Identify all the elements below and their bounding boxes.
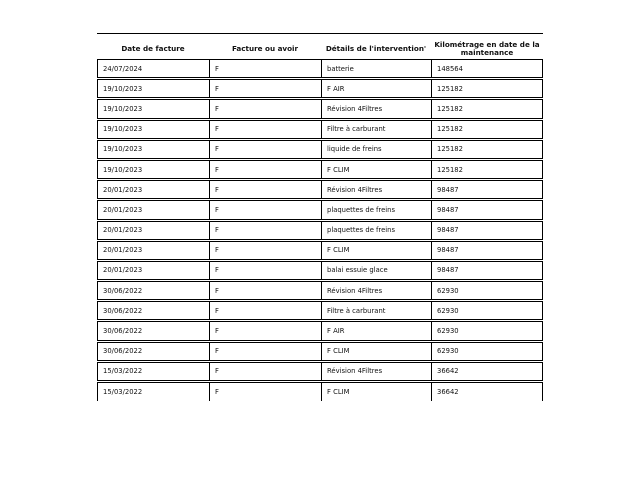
table-row [97,241,543,260]
cell-date: 20/01/2023 [97,262,209,279]
cell-mileage: 98487 [431,222,543,239]
table-row [97,342,543,361]
cell-type: F [209,363,321,380]
table-row [97,99,543,118]
cell-type: F [209,141,321,158]
cell-detail: balai essuie glace [321,262,431,279]
table-row [97,140,543,159]
cell-type: F [209,100,321,117]
table-row [97,362,543,381]
cell-detail: F AIR [321,322,431,339]
cell-type: F [209,242,321,259]
cell-type: F [209,282,321,299]
cell-detail: F CLIM [321,242,431,259]
cell-date: 15/03/2022 [97,363,209,380]
cell-mileage: 98487 [431,181,543,198]
table-row [97,59,543,78]
cell-mileage: 98487 [431,201,543,218]
cell-date: 20/01/2023 [97,242,209,259]
header-type: Facture ou avoir [231,44,299,53]
cell-detail: F CLIM [321,343,431,360]
cell-type: F [209,322,321,339]
cell-mileage: 62930 [431,322,543,339]
cell-mileage: 62930 [431,302,543,319]
cell-type: F [209,161,321,178]
cell-detail: plaquettes de freins [321,201,431,218]
cell-type: F [209,343,321,360]
cell-date: 20/01/2023 [97,201,209,218]
cell-mileage: 125182 [431,121,543,138]
cell-date: 15/03/2022 [97,383,209,401]
cell-mileage: 98487 [431,262,543,279]
cell-detail: Filtre à carburant [321,302,431,319]
table-body [97,59,543,402]
cell-detail: Révision 4Filtres [321,282,431,299]
header-details: Détails de l'intervention' [325,44,427,53]
cell-mileage: 125182 [431,141,543,158]
cell-type: F [209,383,321,401]
table-row [97,79,543,98]
cell-date: 19/10/2023 [97,141,209,158]
cell-mileage: 125182 [431,80,543,97]
cell-date: 20/01/2023 [97,181,209,198]
header-mileage: Kilométrage en date de la maintenance [434,40,540,57]
cell-type: F [209,222,321,239]
cell-detail: Révision 4Filtres [321,363,431,380]
cell-type: F [209,302,321,319]
cell-type: F [209,181,321,198]
table-row [97,221,543,240]
cell-date: 19/10/2023 [97,121,209,138]
table-row [97,301,543,320]
cell-date: 30/06/2022 [97,302,209,319]
cell-detail: F CLIM [321,383,431,401]
cell-date: 19/10/2023 [97,161,209,178]
table-row [97,281,543,300]
cell-detail: Révision 4Filtres [321,100,431,117]
table-row [97,382,543,401]
cell-mileage: 98487 [431,242,543,259]
table-header [97,37,543,61]
table-row [97,180,543,199]
cell-type: F [209,201,321,218]
cell-detail: batterie [321,60,431,77]
table-row [97,200,543,219]
cell-mileage: 148564 [431,60,543,77]
cell-mileage: 125182 [431,161,543,178]
cell-date: 30/06/2022 [97,322,209,339]
cell-detail: F CLIM [321,161,431,178]
cell-date: 30/06/2022 [97,282,209,299]
cell-date: 20/01/2023 [97,222,209,239]
cell-type: F [209,60,321,77]
cell-mileage: 62930 [431,343,543,360]
table-row [97,321,543,340]
cell-type: F [209,121,321,138]
table-row [97,160,543,179]
cell-mileage: 62930 [431,282,543,299]
header-date: Date de facture [121,44,185,53]
top-rule [97,33,543,34]
cell-date: 19/10/2023 [97,80,209,97]
cell-mileage: 36642 [431,363,543,380]
cell-detail: liquide de freins [321,141,431,158]
cell-detail: F AIR [321,80,431,97]
cell-detail: plaquettes de freins [321,222,431,239]
cell-date: 24/07/2024 [97,60,209,77]
cell-type: F [209,80,321,97]
table-row [97,120,543,139]
cell-detail: Filtre à carburant [321,121,431,138]
table-row [97,261,543,280]
cell-date: 30/06/2022 [97,343,209,360]
cell-mileage: 36642 [431,383,543,401]
cell-detail: Révision 4Filtres [321,181,431,198]
cell-mileage: 125182 [431,100,543,117]
cell-type: F [209,262,321,279]
cell-date: 19/10/2023 [97,100,209,117]
